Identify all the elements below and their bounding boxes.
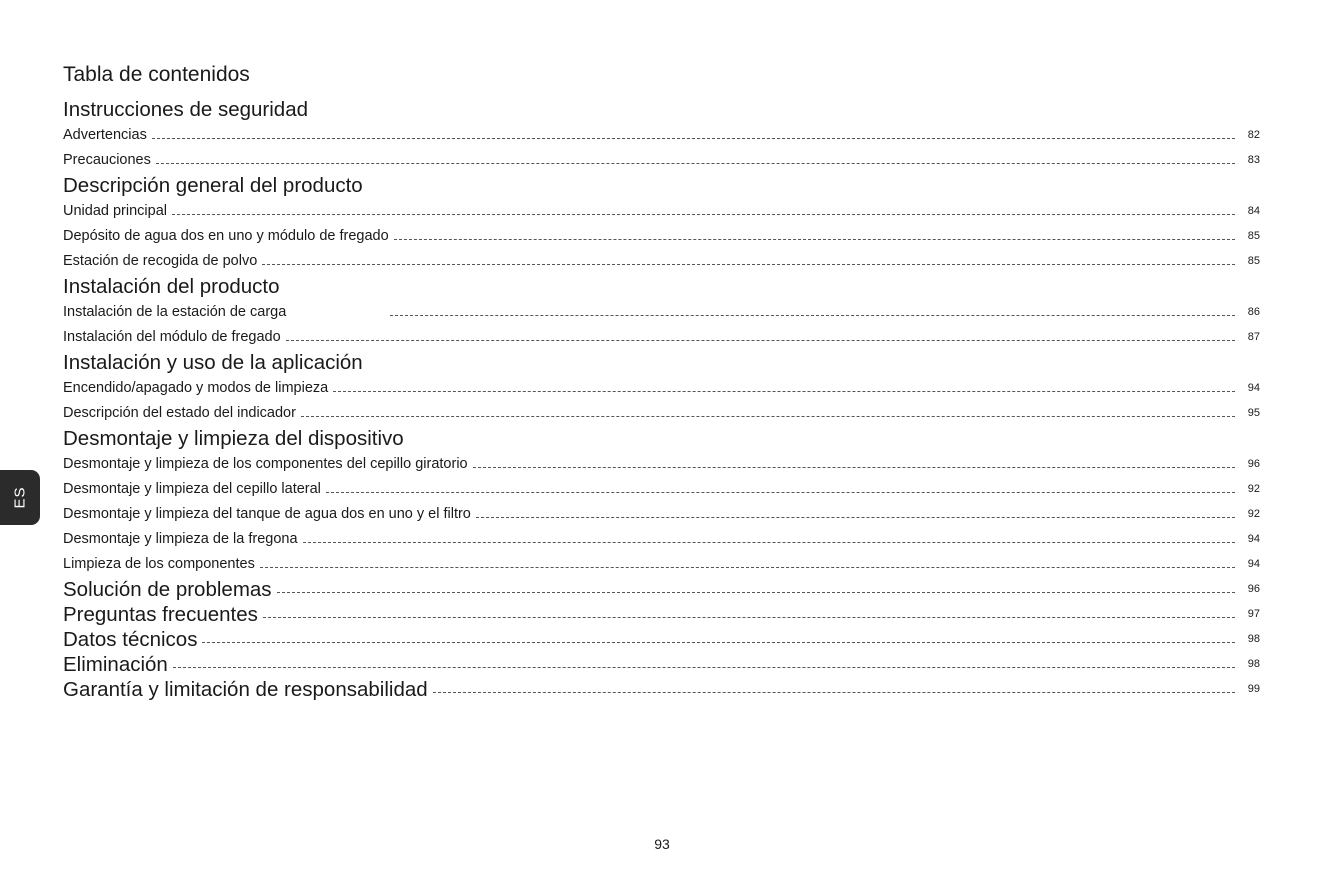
toc-dot-leader [202, 642, 1235, 643]
toc-dot-leader [173, 667, 1235, 668]
toc-section-heading [63, 173, 1260, 199]
toc-entry-page: 83 [1247, 154, 1260, 166]
toc-entry-label: Eliminación [63, 653, 168, 676]
table-of-contents [63, 97, 1260, 702]
toc-entry-page: 85 [1247, 230, 1260, 242]
toc-entry-label: Depósito de agua dos en uno y módulo de fregado [63, 228, 389, 244]
toc-dot-leader [277, 592, 1235, 593]
toc-entry-page: 94 [1247, 533, 1260, 545]
toc-entry[interactable] [63, 602, 1260, 627]
toc-dot-leader [394, 239, 1235, 240]
toc-entry-label: Precauciones [63, 152, 151, 168]
toc-entry[interactable] [63, 477, 1260, 502]
toc-entry[interactable] [63, 199, 1260, 224]
toc-entry[interactable] [63, 300, 1260, 325]
toc-dot-leader [286, 340, 1235, 341]
toc-dot-leader [333, 391, 1235, 392]
toc-entry[interactable] [63, 652, 1260, 677]
toc-entry-page: 87 [1247, 331, 1260, 343]
toc-dot-leader [390, 315, 1235, 316]
toc-entry[interactable] [63, 502, 1260, 527]
toc-entry-page: 96 [1247, 583, 1260, 595]
toc-dot-leader [152, 138, 1235, 139]
toc-entry-label: Desmontaje y limpieza del cepillo lateral [63, 481, 321, 497]
toc-section-label: Desmontaje y limpieza del dispositivo [63, 427, 404, 450]
toc-entry-page: 86 [1247, 306, 1260, 318]
toc-entry-label: Preguntas frecuentes [63, 603, 258, 626]
toc-entry-label: Encendido/apagado y modos de limpieza [63, 380, 329, 396]
toc-entry[interactable] [63, 123, 1260, 148]
language-tab-label: ES [11, 486, 29, 509]
toc-entry-page: 94 [1247, 382, 1260, 394]
toc-entry-page: 96 [1247, 458, 1260, 470]
toc-section-heading [63, 274, 1260, 300]
toc-entry[interactable] [63, 527, 1260, 552]
toc-section-heading [63, 350, 1260, 376]
toc-entry-label: Limpieza de los componentes [63, 556, 255, 572]
toc-entry-label: Datos técnicos [63, 628, 198, 651]
toc-entry-label: Desmontaje y limpieza del tanque de agua dos en uno y el filtro [63, 506, 471, 522]
page-number: 93 [654, 836, 670, 852]
toc-dot-leader [433, 692, 1235, 693]
toc-entry-label: Garantía y limitación de responsabilidad [63, 678, 428, 701]
toc-title: Tabla de contenidos [63, 63, 250, 86]
toc-entry-page: 98 [1247, 658, 1260, 670]
toc-entry-label: Desmontaje y limpieza de la fregona [63, 531, 298, 547]
toc-section-heading [63, 97, 1260, 123]
toc-entry-label: Descripción del estado del indicador [63, 405, 296, 421]
toc-dot-leader [473, 467, 1235, 468]
toc-entry[interactable] [63, 677, 1260, 702]
toc-dot-leader [301, 416, 1235, 417]
toc-entry-page: 98 [1247, 633, 1260, 645]
toc-entry[interactable] [63, 552, 1260, 577]
toc-dot-leader [303, 542, 1235, 543]
toc-entry[interactable] [63, 452, 1260, 477]
toc-entry-page: 95 [1247, 407, 1260, 419]
toc-entry[interactable] [63, 577, 1260, 602]
toc-entry-page: 97 [1247, 608, 1260, 620]
toc-section-heading [63, 426, 1260, 452]
toc-entry-label: Instalación del módulo de fregado [63, 329, 281, 345]
toc-entry-page: 84 [1247, 205, 1260, 217]
toc-dot-leader [262, 264, 1235, 265]
toc-dot-leader [326, 492, 1235, 493]
toc-dot-leader [156, 163, 1235, 164]
toc-entry[interactable] [63, 627, 1260, 652]
toc-entry-label: Estación de recogida de polvo [63, 253, 258, 269]
toc-dot-leader [476, 517, 1235, 518]
toc-entry-label: Instalación de la estación de carga [63, 304, 287, 320]
toc-entry[interactable] [63, 376, 1260, 401]
language-tab [0, 470, 40, 525]
toc-section-label: Instalación y uso de la aplicación [63, 351, 363, 374]
toc-dot-leader [260, 567, 1235, 568]
toc-entry[interactable] [63, 224, 1260, 249]
toc-entry-page: 99 [1247, 683, 1260, 695]
toc-entry[interactable] [63, 325, 1260, 350]
toc-entry[interactable] [63, 249, 1260, 274]
toc-section-label: Descripción general del producto [63, 174, 363, 197]
toc-entry-label: Unidad principal [63, 203, 167, 219]
toc-entry-label: Desmontaje y limpieza de los componentes del cepillo giratorio [63, 456, 468, 472]
toc-entry-label: Solución de problemas [63, 578, 272, 601]
toc-entry-page: 94 [1247, 558, 1260, 570]
toc-dot-leader [172, 214, 1235, 215]
toc-entry-page: 92 [1247, 508, 1260, 520]
toc-entry-page: 82 [1247, 129, 1260, 141]
toc-entry-page: 85 [1247, 255, 1260, 267]
toc-section-label: Instrucciones de seguridad [63, 98, 309, 121]
toc-entry-page: 92 [1247, 483, 1260, 495]
toc-entry[interactable] [63, 148, 1260, 173]
toc-section-label: Instalación del producto [63, 275, 280, 298]
toc-dot-leader [263, 617, 1235, 618]
toc-entry[interactable] [63, 401, 1260, 426]
toc-entry-label: Advertencias [63, 127, 147, 143]
